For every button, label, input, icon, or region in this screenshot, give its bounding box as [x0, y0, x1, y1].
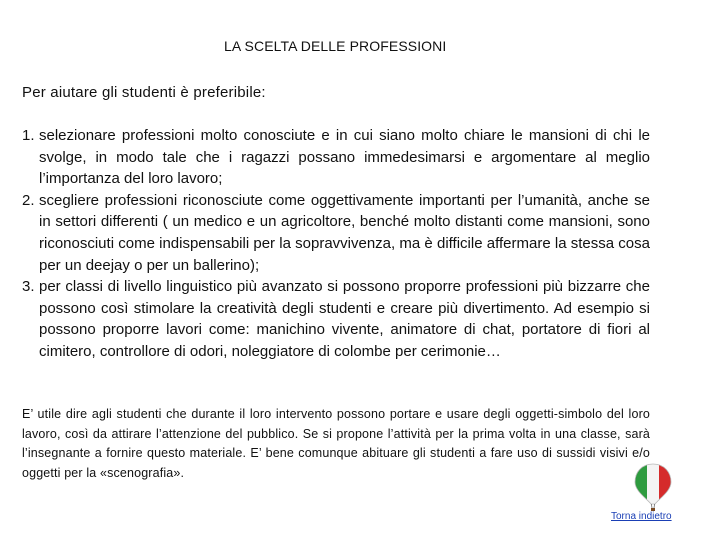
list-item-text: selezionare professioni molto conosciute e in cui siano molto chiare le mansioni di chi le svolge, in modo tale che i ragazzi possano immedesimarsi e argomentare al meglio l’importanza del loro lavoro; [39, 127, 650, 188]
list-item-number: 1. [22, 127, 35, 144]
list-item [22, 276, 650, 362]
list-item [22, 125, 650, 190]
balloon-white-stripe [647, 462, 659, 512]
note-paragraph: E’ utile dire agli studenti che durante il loro intervento possono portare e usare degli oggetti-simbolo del loro lavoro, così da attirare l’attenzione del pubblico. Se si propone l’attività per la prima volta in una classe, sarà l’insegnante a fornire questo materiale. E’ bene comunque abituare gli studenti a fare uso di sussidi visivi e/o oggetti per la «scenografia». [22, 407, 650, 480]
list-item-number: 3. [22, 278, 35, 296]
list-item-text: scegliere professioni riconosciute come oggettivamente importanti per l’umanità, anche se in settori differenti ( un medico e un agricoltore, benché molto distanti come mansioni, sono riconosciuti come indispensabili per la sopravvivenza, ma è difficile affermare la stessa cosa per un deejay o per un ballerino); [39, 191, 650, 274]
list-item-number: 2. [22, 191, 35, 209]
hot-air-balloon-icon [633, 462, 673, 512]
page-title: LA SCELTA DELLE PROFESSIONI [224, 38, 447, 54]
list-item-text: per classi di livello linguistico più avanzato si possono proporre professioni più bizzarre che possono così stimolare la creatività degli studenti e creare più divertimento. Ad esempio si possono proporre lavori come: manichino vivente, animatore di chat, portatore di fiori al cimitero, controllore di odori, noleggiatore di colombe per cerimonie… [39, 278, 650, 360]
list-item [22, 190, 650, 276]
recommendation-list [22, 125, 650, 363]
back-link[interactable]: Torna indietro [611, 511, 672, 522]
intro-text: Per aiutare gli studenti è preferibile: [22, 84, 266, 101]
